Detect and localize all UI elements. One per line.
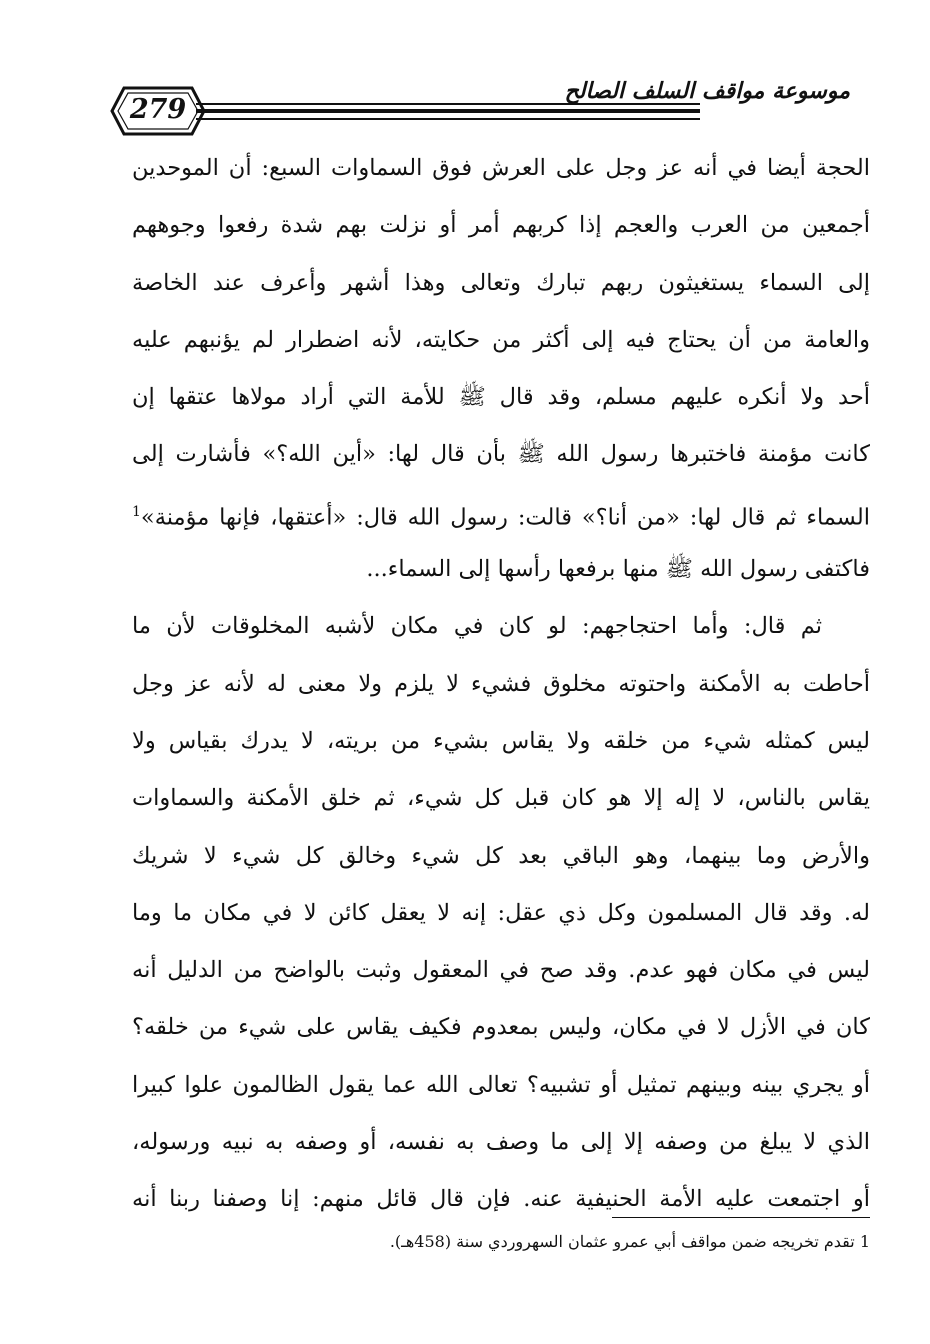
footnote-text: تقدم تخريجه ضمن مواقف أبي عمرو عثمان السهروردي سنة (458هـ).: [389, 1232, 855, 1251]
text-line: والعامة من أن يحتاج فيه إلى أكثر من حكايته، لأنه اضطرار لم يؤنبهم عليه: [132, 326, 870, 353]
text-line: يقاس بالناس، لا إله إلا هو كان قبل كل شيء، ثم خلق الأمكنة والسماوات: [132, 785, 870, 812]
page-number-badge: [110, 84, 206, 138]
series-title: موسوعة مواقف السلف الصالح: [564, 78, 850, 104]
text-line: ليس كمثله شيء من خلقه ولا يقاس بشيء من بريته، لا يدرك بقياس ولا: [132, 727, 870, 754]
text-line: والأرض وما بينهما، وهو الباقي بعد كل شيء وخالق كل شيء لا شريك: [132, 842, 870, 869]
text-line: إلى السماء يستغيثون ربهم تبارك وتعالى وهذا أشهر وأعرف عند الخاصة: [132, 269, 870, 296]
text-line: له. وقد قال المسلمون وكل ذي عقل: إنه لا يعقل كائن لا في مكان ما وما: [132, 899, 870, 926]
text-line: أو اجتمعت عليه الأمة الحنيفية عنه. فإن قال قائل منهم: إنا وصفنا ربنا أنه: [132, 1186, 870, 1213]
header-rule: [196, 118, 700, 120]
text-line: فاكتفى رسول الله ﷺ منها برفعها رأسها إلى السماء...: [366, 556, 870, 583]
footnote: [390, 1232, 870, 1251]
footnote-number: 1: [859, 1232, 870, 1251]
page-number: 279: [129, 94, 187, 125]
text-line: الحجة أيضا في أنه عز وجل على العرش فوق السماوات السبع: أن الموحدين: [132, 155, 870, 181]
footnote-separator: [612, 1217, 870, 1218]
main-text: [132, 140, 870, 1229]
text-line: ليس في مكان فهو عدم. وقد صح في المعقول وثبت بالواضح من الدليل أنه: [132, 957, 870, 984]
text-line: أحد ولا أنكره عليهم مسلم، وقد قال ﷺ للأمة التي أراد مولاها عتقها إن: [132, 384, 870, 411]
text-line: أحاطت به الأمكنة واحتوته مخلوق فشيء لا يلزم ولا معنى له لأنه عز وجل: [132, 670, 870, 697]
footnote-marker[interactable]: 1: [132, 503, 141, 520]
text-line-with-footnote: [132, 484, 870, 541]
text-line: أو يجري بينه وبينهم تمثيل أو تشبيه؟ تعالى الله عما يقول الظالمون علوا كبيرا: [132, 1071, 870, 1098]
text-line: كان في الأزل لا في مكان، وليس بمعدوم فكيف يقاس على شيء من خلقه؟: [132, 1014, 870, 1041]
text-line: ثم قال: وأما احتجاجهم: لو كان في مكان لأشبه المخلوقات لأن ما: [132, 613, 822, 640]
text-line-content: السماء ثم قال لها: «من أنا؟» قالت: رسول الله قال: «أعتقها، فإنها مؤمنة»: [140, 504, 870, 531]
header-rule-thick: [196, 109, 700, 113]
text-line: الذي لا يبلغ من وصفه إلا إلى ما وصف به نفسه، أو وصفه به نبيه ورسوله،: [132, 1129, 870, 1156]
text-line: كانت مؤمنة فاختبرها رسول الله ﷺ بأن قال لها: «أين الله؟» فأشارت إلى: [132, 441, 870, 468]
text-line: أجمعين من العرب والعجم إذا كربهم أمر أو نزلت بهم شدة رفعوا وجوههم: [132, 212, 870, 239]
